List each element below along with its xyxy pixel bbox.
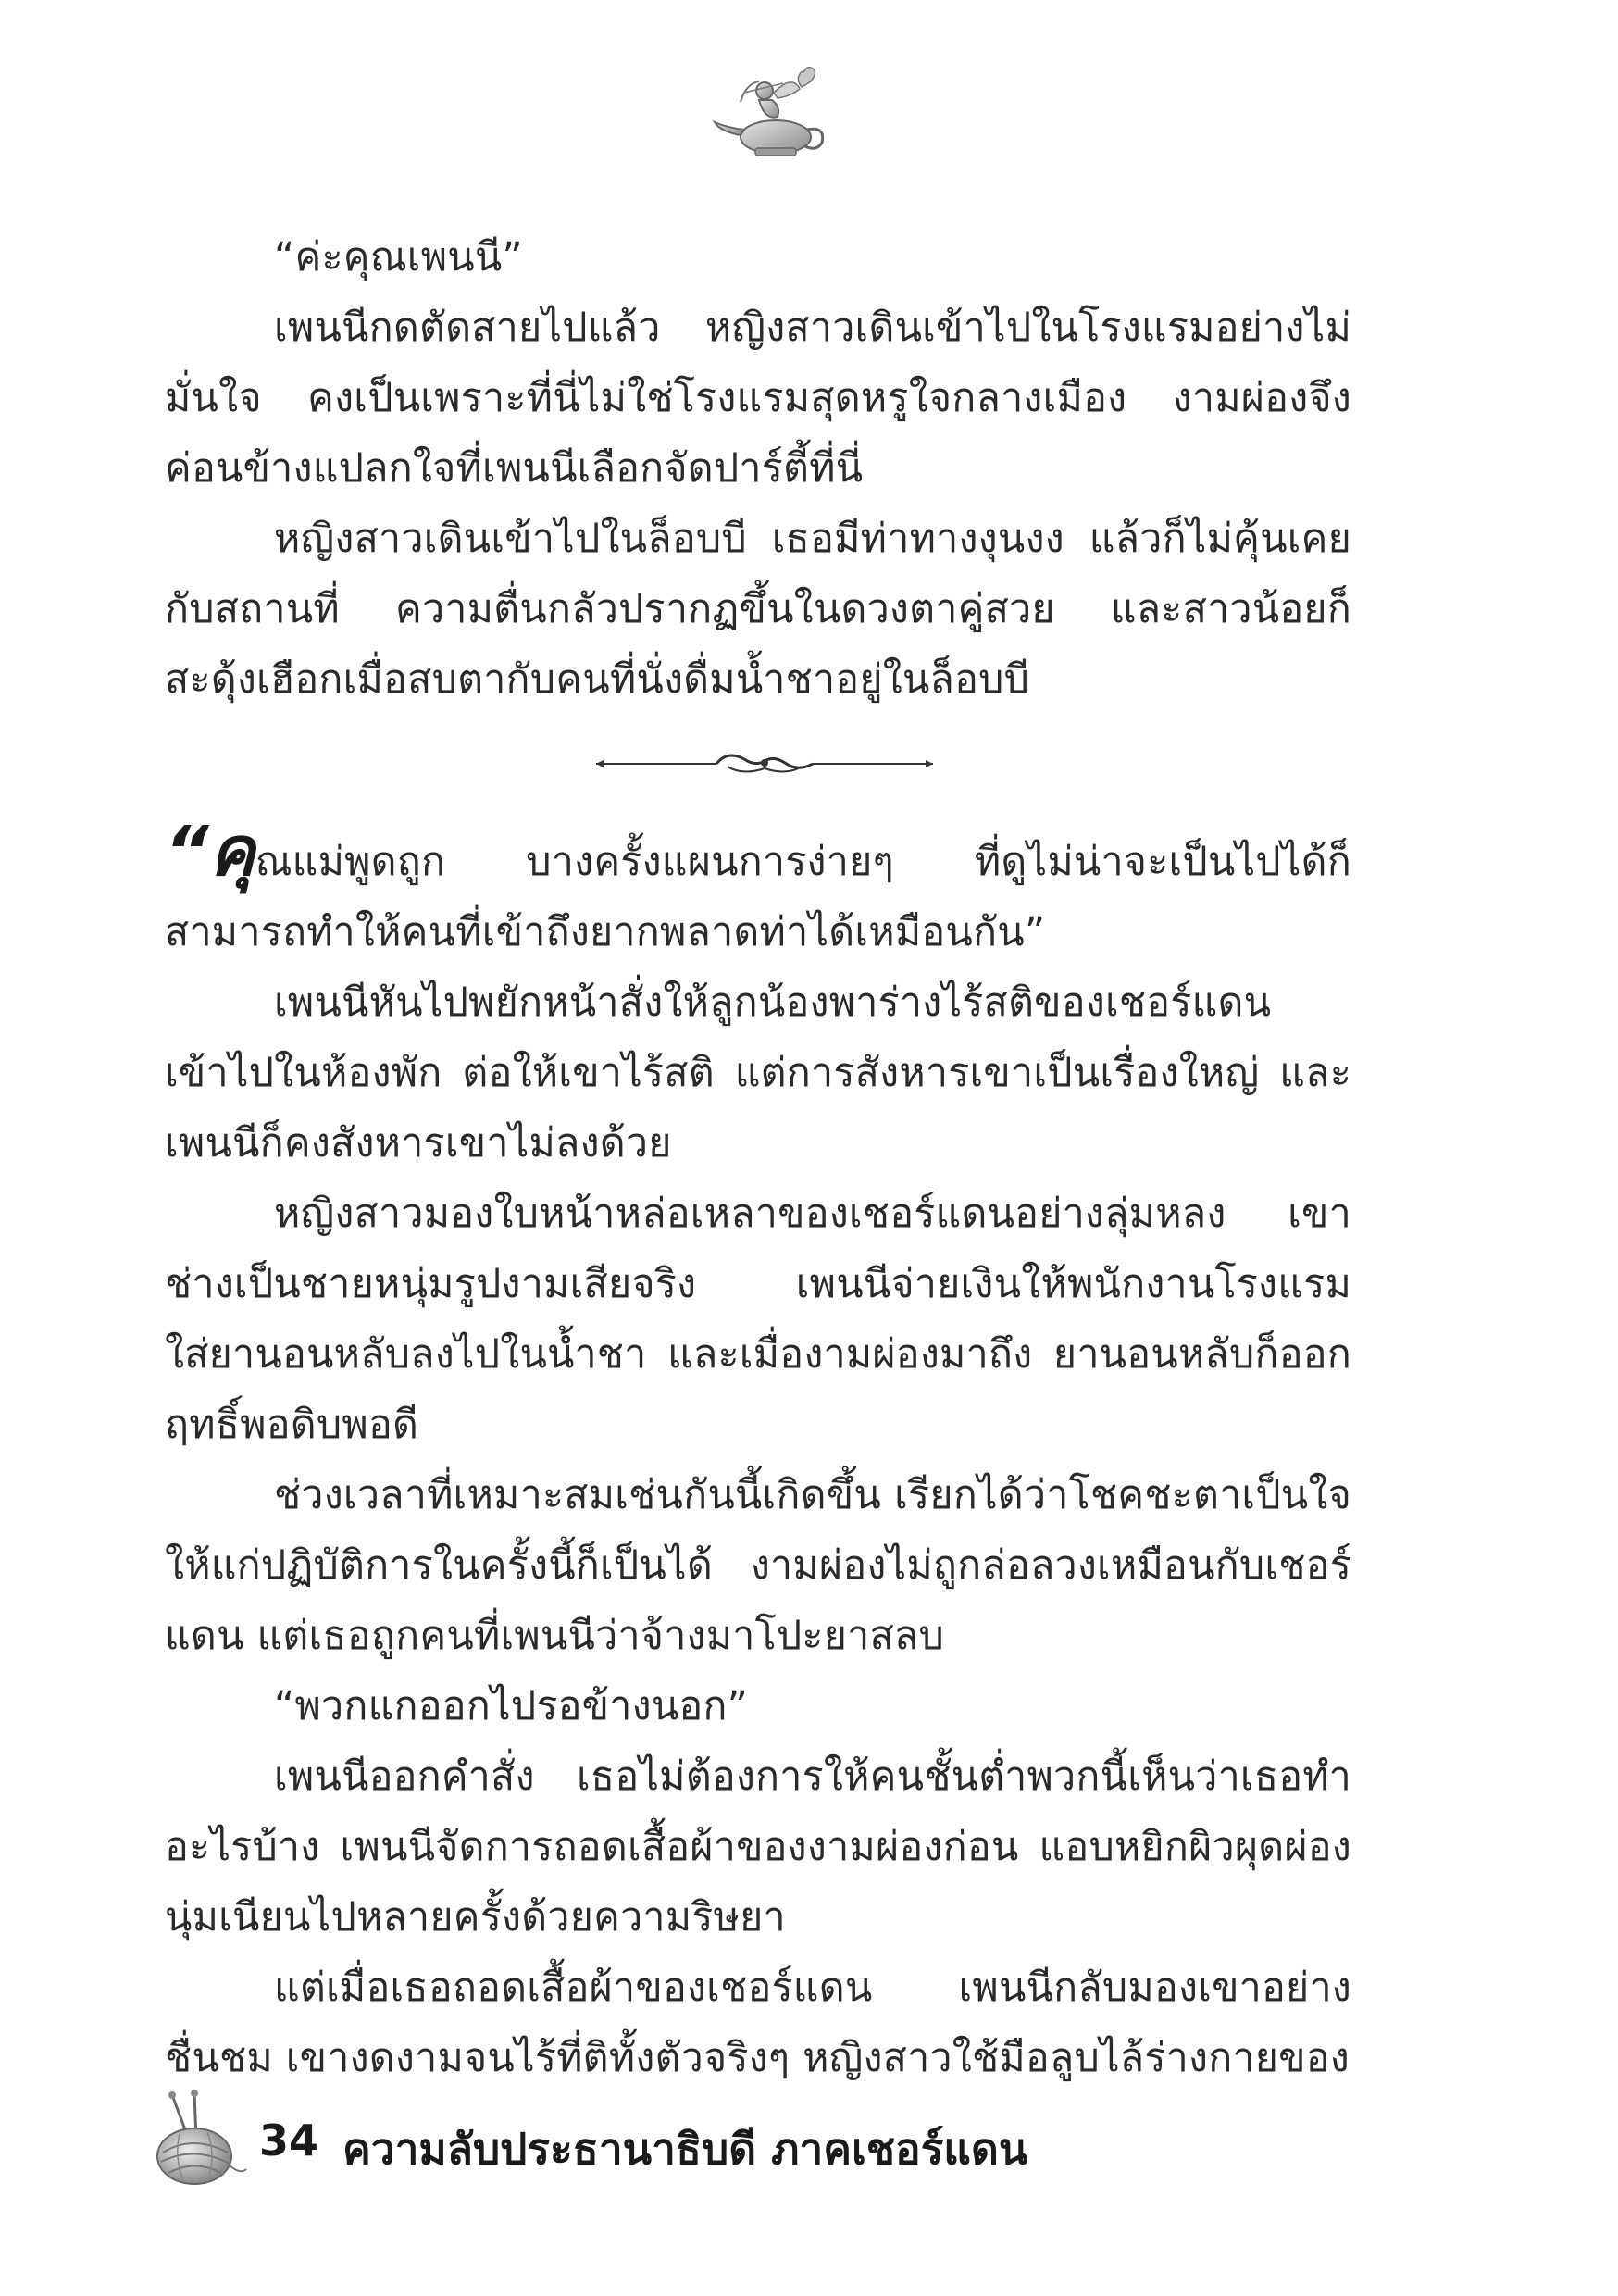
paragraph: หญิงสาวเดินเข้าไปในล็อบบี เธอมีท่าทางงุนงง แล้วก็ไม่คุ้นเคยกับสถานที่ ความตื่นกลัวปรากฏขึ้นในดวงตาคู่สวย และสาวน้อยก็สะดุ้งเฮือกเมื่อสบตากับคนที่นั่งดื่มน้ำชาอยู่ในล็อบบี (165, 516, 1351, 703)
paragraph: เพนนีหันไปพยักหน้าสั่งให้ลูกน้องพาร่างไร้สติของเชอร์แดนเข้าไปในห้องพัก ต่อให้เขาไร้สติ แต่การสังหารเขาเป็นเรื่องใหญ่ และเพนนีก็คงสังหารเขาไม่ลงด้วย (165, 980, 1351, 1167)
paragraph: เพนนีออกคำสั่ง เธอไม่ต้องการให้คนชั้นต่ำพวกนี้เห็นว่าเธอทำอะไรบ้าง เพนนีจัดการถอดเสื้อผ้าของงามผ่องก่อน แอบหยิกผิวผุดผ่องนุ่มเนียนไปหลายครั้งด้วยความริษยา (165, 1753, 1351, 1940)
paragraph: “พวกแกออกไปรอข้างนอก” (274, 1683, 749, 1729)
yarn-ball-icon (146, 2088, 248, 2190)
paragraph: เพนนีกดตัดสายไปแล้ว หญิงสาวเดินเข้าไปในโรงแรมอย่างไม่มั่นใจ คงเป็นเพราะที่นี่ไม่ใช่โรงแรมสุดหรูใจกลางเมือง งามผ่องจึงค่อนข้างแปลกใจที่เพนนีเลือกจัดปาร์ตี้ที่นี่ (165, 305, 1351, 492)
drop-cap: “คุ (165, 812, 255, 892)
cupid-teapot-icon (703, 56, 833, 167)
flourish-divider-icon (589, 741, 940, 787)
drop-cap-paragraph-text: ณแม่พูดถูก บางครั้งแผนการง่ายๆ ที่ดูไม่น่าจะเป็นไปได้ก็สามารถทำให้คนที่เข้าถึงยากพลาดท่าได้เหมือนกัน” (165, 839, 1351, 955)
paragraph: แต่เมื่อเธอถอดเสื้อผ้าของเชอร์แดน เพนนีกลับมองเขาอย่างชื่นชม เขางดงามจนไร้ที่ติทั้งตัวจริงๆ หญิงสาวใช้มือลูบไล้ร่างกายของ (165, 1965, 1351, 2081)
text-section-bottom (165, 812, 1351, 2093)
page-number: 34 (259, 2115, 319, 2165)
paragraph: “ค่ะคุณเพนนี” (274, 234, 523, 281)
drop-cap-paragraph (165, 812, 1351, 967)
page-footer (146, 2088, 1350, 2190)
book-title: ความลับประธานาธิบดี ภาคเชอร์แดน (342, 2124, 1028, 2174)
paragraph: ช่วงเวลาที่เหมาะสมเช่นกันนี้เกิดขึ้น เรียกได้ว่าโชคชะตาเป็นใจให้แก่ปฏิบัติการในครั้งนี้ก็เป็นได้ งามผ่องไม่ถูกล่อลวงเหมือนกับเชอร์แดน แต่เธอถูกคนที่เพนนีว่าจ้างมาโปะยาสลบ (165, 1472, 1351, 1659)
paragraph: หญิงสาวมองใบหน้าหล่อเหลาของเชอร์แดนอย่างลุ่มหลง เขาช่างเป็นชายหนุ่มรูปงามเสียจริง เพนนีจ่ายเงินให้พนักงานโรงแรมใส่ยานอนหลับลงไปในน้ำชา และเมื่องามผ่องมาถึง ยานอนหลับก็ออกฤทธิ์พอดิบพอดี (165, 1191, 1351, 1448)
text-section-top (165, 222, 1351, 715)
